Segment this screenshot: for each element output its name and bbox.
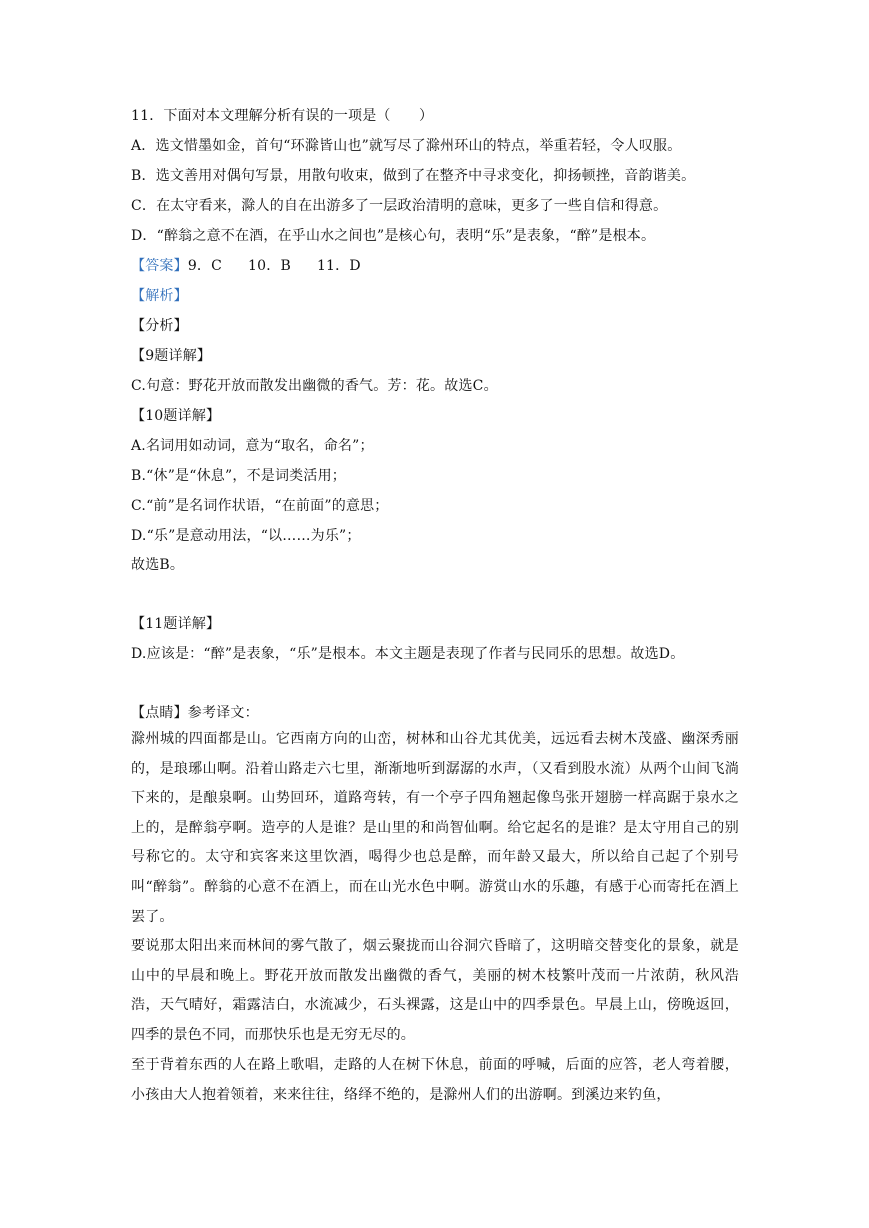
question-11-option-a: A．选文惜墨如金，首句“环滁皆山也”就写尽了滁州环山的特点，举重若轻，令人叹服。 [131,138,682,154]
answer-9: 9．C [187,258,223,274]
translation-paragraph-1: 滁州城的四面都是山。它西南方向的山峦，树林和山谷尤其优美，远远看去树木茂盛、幽深秀丽的，是琅琊山啊。沿着山路走六七里，渐渐地听到潺潺的水声，（又看到股水流）从两个山间飞淌下来的，是酿泉啊。山势回环，道路弯转，有一个亭子四角翘起像鸟张开翅膀一样高踞于泉水之上的，是醉翁亭啊。造亭的人是谁？是山里的和尚智仙啊。给它起名的是谁？是太守用自己的别号称它的。太守和宾客来这里饮酒，喝得少也总是醉，而年龄又最大，所以给自己起了个别号叫“醉翁”。醉翁的心意不在酒上，而在山光水色中啊。游赏山水的乐趣，有感于心而寄托在酒上罢了。 [131,731,739,925]
detail-10-title: 【10题详解】 [131,408,221,424]
question-11-option-d: D．“醉翁之意不在酒，在乎山水之间也”是核心句，表明“乐”是表象，“醉”是根本。 [131,228,656,244]
detail-10-line-b: B.“休”是“休息”，不是词类活用； [131,468,346,484]
answer-11: 11．D [316,258,361,274]
detail-9-title: 【9题详解】 [131,348,212,364]
translation-title: 【点睛】参考译文： [131,705,259,721]
detail-9-body: C.句意：野花开放而散发出幽微的香气。芳：花。故选C。 [131,378,498,394]
question-11-stem: 11．下面对本文理解分析有误的一项是（ ） [131,108,434,124]
detail-10-line-d: D.“乐”是意动用法，“以……为乐”； [131,528,361,544]
detail-10-line-c: C.“前”是名词作状语，“在前面”的意思； [131,498,389,514]
answer-tag: 【答案】 [131,258,188,274]
detail-11-body: D.应该是：“醉”是表象，“乐”是根本。本文主题是表现了作者与民同乐的思想。故选D。 [131,646,685,662]
answer-line [131,256,361,276]
translation-paragraph-2: 要说那太阳出来而林间的雾气散了，烟云聚拢而山谷洞穴昏暗了，这明暗交替变化的景象，就是山中的早晨和晚上。野花开放而散发出幽微的香气，美丽的树木枝繁叶茂而一片浓荫，秋风浩浩，天气晴好，霜露洁白，水流减少，石头裸露，这是山中的四季景色。早晨上山，傍晚返回，四季的景色不同，而那快乐也是无穷无尽的。 [131,938,739,1043]
detail-10-line-a: A.名词用如动词，意为“取名，命名”； [131,438,374,454]
translation-paragraph-3: 至于背着东西的人在路上歌唱，走路的人在树下休息，前面的呼喊，后面的应答，老人弯着腰，小孩由大人抱着领着，来来往往，络绎不绝的，是滁州人们的出游啊。到溪边来钓鱼， [131,1057,739,1103]
answer-10: 10．B [248,258,291,274]
analysis-heading: 【分析】 [131,318,188,334]
detail-11-title: 【11题详解】 [131,616,221,632]
detail-10-conclusion: 故选B。 [131,557,185,573]
analysis-tag: 【解析】 [131,288,188,304]
question-11-option-c: C．在太守看来，滁人的自在出游多了一层政治清明的意味，更多了一些自信和得意。 [131,198,668,214]
question-11-option-b: B．选文善用对偶句写景，用散句收束，做到了在整齐中寻求变化，抑扬顿挫，音韵谐美。 [131,168,696,184]
